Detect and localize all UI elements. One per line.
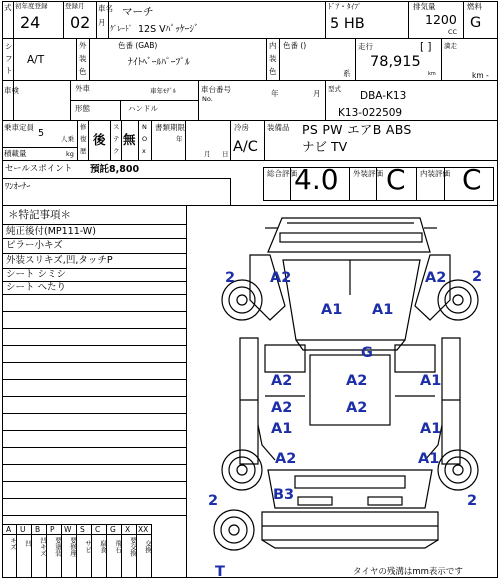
nox-label-3: x — [142, 147, 146, 155]
shift-value: A/T — [27, 54, 45, 66]
shiki-label: 式 — [4, 3, 12, 12]
note-line: ピラー小キズ — [6, 240, 63, 251]
aircon-value: A/C — [233, 139, 258, 155]
grade-label: ｸﾞﾚｰﾄﾞ — [110, 24, 133, 33]
notes-title: ＊特記事項＊ — [8, 209, 71, 221]
legend-meaning: 凹キズ — [39, 537, 47, 557]
car-name: マーチ — [122, 6, 154, 18]
outer-color-label-3: 色 — [79, 67, 87, 76]
damage-mark: A2 — [425, 270, 447, 286]
nox-label-1: N — [142, 123, 147, 131]
damage-mark: A1 — [420, 421, 442, 437]
damage-mark: A2 — [346, 400, 368, 416]
inner-color-label-2: 装 — [269, 54, 277, 63]
overall-grade-value: 4.0 — [294, 163, 339, 196]
first-reg-value: 24 — [20, 13, 41, 32]
equip-label: 装備品 — [267, 123, 290, 132]
aircon-label: 冷房 — [234, 123, 249, 132]
kiroku-value: 無 — [123, 132, 136, 147]
km-note: km - — [472, 71, 489, 80]
damage-mark: A2 — [271, 400, 293, 416]
load-label: 積載量 — [4, 149, 27, 158]
legend-code: G — [110, 525, 116, 534]
color-number-label: 色番 (GAB) — [118, 41, 158, 50]
fuel-label: 燃料 — [467, 2, 482, 11]
mileage-unit: km — [428, 71, 436, 77]
damage-mark: 2 — [472, 269, 483, 285]
door-type-label: ﾄﾞｱ・ﾀｲﾌﾟ — [328, 2, 362, 11]
month-unit: 月 — [98, 18, 106, 27]
legend-code: C — [95, 525, 101, 534]
car-name-label: 車名 — [98, 4, 113, 13]
kei-label: 系 — [343, 69, 351, 78]
damage-mark: A1 — [418, 451, 440, 467]
load-unit: kg — [66, 150, 74, 158]
legend-meaning: サビ — [84, 540, 92, 553]
displacement-value: 1200 — [425, 12, 457, 27]
year-unit: 年 — [271, 89, 279, 98]
displacement-unit: CC — [448, 28, 458, 36]
repair-label-1: 修 — [80, 123, 87, 131]
legend-code: W — [64, 525, 72, 534]
outer-color-label-1: 外 — [79, 41, 87, 50]
mileage-value: 78,915 — [370, 54, 421, 70]
legend-code: P — [50, 525, 55, 534]
damage-mark: A2 — [346, 373, 368, 389]
model-year-label: 車年ﾓﾃﾞﾙ — [150, 87, 176, 95]
fuel-value: G — [470, 15, 482, 31]
overall-grade-label: 総合評価 — [267, 169, 297, 178]
kiroku-label-1: ス — [113, 123, 120, 131]
legend-meaning: 腐食 — [99, 540, 107, 553]
grade-value: 12S Vﾊﾟｯｹｰｼﾞ — [138, 24, 199, 35]
damage-mark: A2 — [275, 451, 297, 467]
tire-note: タイヤの残溝はmm表示です — [353, 567, 463, 577]
repair-label-2: 復 — [80, 135, 87, 143]
shorui-year: 年 — [176, 135, 183, 143]
damage-mark: 2 — [467, 493, 478, 509]
legend-code: U — [20, 525, 26, 534]
sale-point-label: セールスポイント — [5, 164, 73, 174]
month-unit-row3: 月 — [313, 89, 321, 98]
legend-meaning: 要交換 — [129, 537, 137, 557]
interior-grade-value: C — [462, 163, 482, 196]
handle-label: ハンドル — [128, 104, 158, 113]
note-line: 純正後付(MP111-W) — [6, 226, 96, 237]
inner-color-label-1: 内 — [269, 41, 277, 50]
shift-label-1: シ — [5, 42, 13, 51]
note-line: シート シミシ — [6, 269, 67, 280]
damage-mark: A1 — [271, 421, 293, 437]
katashiki-label: 型式 — [328, 85, 341, 93]
damage-mark: B3 — [273, 487, 295, 503]
legend-code: XX — [138, 525, 149, 534]
nox-label-2: O — [142, 135, 148, 143]
first-reg-label: 初年度登録 — [15, 2, 48, 10]
mansou-label: 満走 — [444, 42, 457, 50]
katashiki-value: DBA-K13 — [360, 90, 407, 102]
damage-mark: A2 — [270, 270, 292, 286]
frame-number: K13-022509 — [338, 107, 403, 119]
shift-label-3: ト — [5, 66, 13, 75]
damage-mark: A1 — [321, 302, 343, 318]
legend-meaning: 飛石 — [114, 540, 122, 553]
note-line: シート へたり — [6, 282, 67, 293]
equip-line-2: ナビ TV — [302, 139, 348, 154]
legend-meaning: 凹 — [24, 540, 32, 547]
reg-month-value: 02 — [70, 13, 91, 32]
legend-meaning: 交換 — [144, 540, 152, 553]
legend-meaning: 要塗装 — [54, 537, 62, 557]
equip-line-1: PS PW エアB ABS — [302, 122, 412, 137]
sale-point-value: 預託8,800 — [90, 164, 140, 175]
shorui-day: 日 — [222, 150, 229, 158]
legend-code: S — [80, 525, 85, 534]
shift-label-2: フ — [5, 54, 13, 63]
damage-mark: A1 — [372, 302, 394, 318]
kiroku-label-2: テ — [113, 135, 120, 143]
repair-value: 後 — [93, 132, 106, 147]
outer-color-label-2: 装 — [79, 54, 87, 63]
damage-mark: G — [361, 345, 373, 361]
capacity-label: 乗車定員 — [4, 123, 34, 132]
exterior-grade-value: C — [386, 163, 406, 196]
mileage-flag: [ ] — [420, 41, 432, 53]
legend-meaning: キズ — [9, 537, 17, 550]
door-type-value: 5 HB — [330, 16, 365, 32]
keitai-label: 形態 — [75, 104, 90, 113]
shadai-no-label: No. — [202, 95, 213, 103]
shaken-label: 車検 — [4, 86, 19, 95]
shorui-label: 書類期限 — [155, 123, 185, 132]
damage-mark: A1 — [420, 373, 442, 389]
repair-label-3: 歴 — [80, 147, 87, 155]
damage-mark: T — [215, 564, 225, 580]
legend-code: B — [35, 525, 41, 534]
gaimu-label: 外車 — [75, 84, 90, 93]
exterior-grade-label: 外装評価 — [353, 169, 383, 178]
kiroku-label-3: ク — [113, 147, 120, 155]
sale-point-line2: ﾜﾝｵｰﾅｰ — [5, 182, 31, 192]
damage-mark: 2 — [225, 270, 236, 286]
mileage-label: 走行 — [358, 42, 373, 51]
displacement-label: 排気量 — [413, 2, 436, 11]
shadai-label: 車台番号 — [201, 85, 231, 94]
legend-meaning: 要修理 — [69, 537, 77, 557]
inner-color-label-3: 色 — [269, 67, 277, 76]
reg-month-label: 登録月 — [65, 2, 85, 10]
shorui-month: 月 — [204, 150, 211, 158]
capacity-unit: 人乗 — [61, 135, 74, 143]
capacity-value: 5 — [38, 128, 45, 139]
legend-code: A — [6, 525, 12, 534]
damage-mark: 2 — [208, 493, 219, 509]
inner-color-number-label: 色番 () — [283, 41, 307, 50]
legend-code: X — [125, 525, 131, 534]
interior-grade-label: 内装評価 — [420, 169, 450, 178]
color-name: ﾅｲﾄﾍﾞｰﾙﾊﾟｰﾌﾟﾙ — [128, 57, 190, 68]
note-line: 外装スリキズ,凹,タッチP — [6, 255, 113, 266]
damage-mark: A2 — [271, 373, 293, 389]
